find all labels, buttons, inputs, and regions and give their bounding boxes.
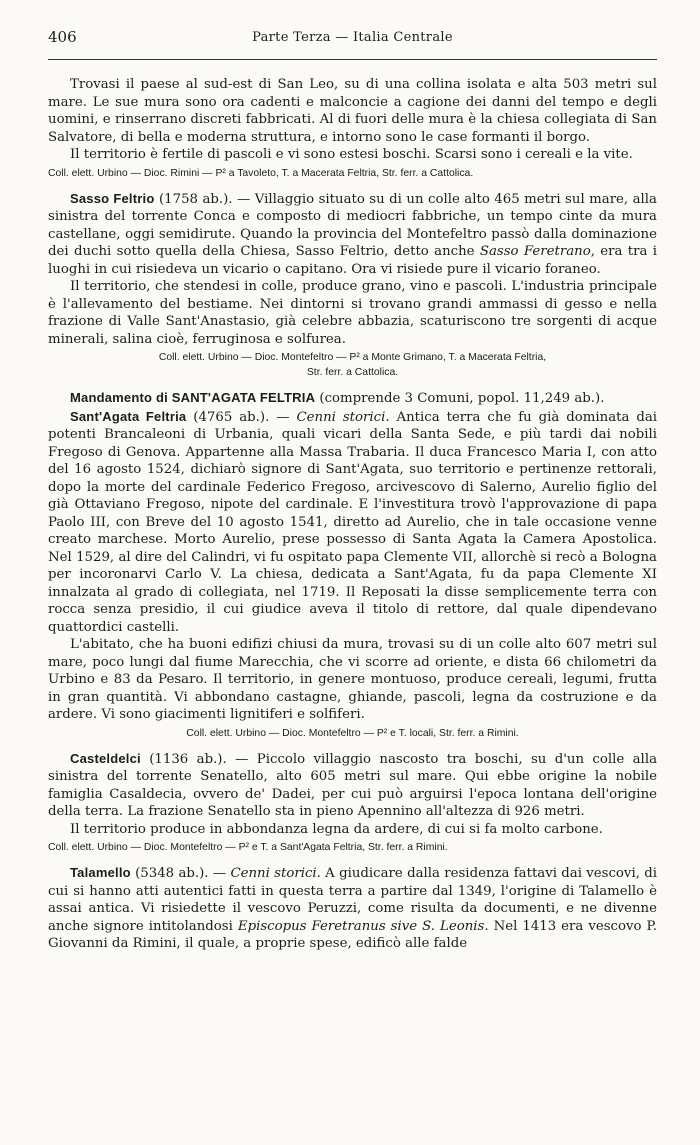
entry-heading: Sant'Agata Feltria bbox=[70, 408, 187, 424]
entry-text: (comprende 3 Comuni, popol. 11,249 ab.). bbox=[315, 391, 605, 406]
entry-heading: Casteldelci bbox=[70, 750, 141, 766]
entry-italic: Episcopus Feretranus sive S. Leonis. bbox=[237, 918, 489, 934]
paragraph: Il territorio produce in abbondanza legna da ardere, di cui si fa molto carbone. bbox=[70, 821, 603, 837]
entry-talamello bbox=[48, 864, 657, 953]
entry-text: (1136 ab.). — Piccolo villaggio nascosto tra boschi, su d'un colle alla sinistra del torrente Senatello, alto 605 metri sul mare. Qui ebbe origine la nobile famiglia Casaldecia, ovvero de' Dadei, per cui può arguirsi l'epoca lontana dell'origine della terra. La frazione Senatello sta in pieno Apennino all'altezza di 926 metri. bbox=[48, 751, 657, 819]
reference-note: Coll. elett. Urbino — Dioc. Montefeltro — P² e T. locali, Str. ferr. a Rimini. bbox=[186, 727, 519, 739]
reference-note: Coll. elett. Urbino — Dioc. Montefeltro — P² e T. a Sant'Agata Feltria, Str. ferr. a Rimini. bbox=[48, 842, 448, 853]
mandamento-heading bbox=[48, 389, 657, 408]
entry-heading: Talamello bbox=[70, 865, 131, 880]
paragraph: Il territorio è fertile di pascoli e vi sono estesi boschi. Scarsi sono i cereali e la vite. bbox=[70, 147, 633, 162]
entry-text: Nel 1413 era vescovo P. Giovanni da Rimini, il quale, a proprie spese, edificò alle falde bbox=[48, 918, 657, 951]
page-body bbox=[48, 76, 657, 953]
entry-italic: Cenni storici. bbox=[296, 409, 390, 425]
entry-casteldelci bbox=[48, 750, 657, 821]
paragraph: Il territorio, che stendesi in colle, produce grano, vino e pascoli. L'industria principale è l'allevamento del bestiame. Nei dintorni si trovano grandi ammassi di gesso e nella frazione di Valle Sant'Anastasio, già celebre abbazia, scaturiscono tre sorgenti di acque minerali, salina cioè, ferruginosa e solfurea. bbox=[48, 279, 657, 347]
entry-text: A giudicare dalla residenza fattavi dai vescovi, di cui si hanno atti autentici fatti in questa terra a partire dal 1349, l'origine di Talamello è assai antica. Vi risiedette il vescovo Peruzzi, come risulta da documenti, e ne divenne anche signore intitolandosi bbox=[48, 866, 657, 934]
entry-heading: Sasso Feltrio bbox=[70, 190, 155, 206]
paragraph: Trovasi il paese al sud-est di San Leo, su di una collina isolata e alta 503 metri sul mare. Le sue mura sono ora cadenti e malconcie a cagione dei danni del tempo e degli uomini, e rinserrano discreti fabbricati. Al di fuori delle mura è la chiesa collegiata di San Salvatore, di bella e moderna struttura, e intorno sono le case formanti il borgo. bbox=[48, 77, 657, 145]
running-title: Parte Terza — Italia Centrale bbox=[252, 30, 453, 45]
paragraph: L'abitato, che ha buoni edifizi chiusi da mura, trovasi su di un colle alto 607 metri sul mare, poco lungi dal fiume Marecchia, che vi scorre ad oriente, e dista 66 chilometri da Urbino e 83 da Pesaro. Il territorio, in genere montuoso, produce cereali, legumi, frutta in gran quantità. Vi abbondano castagne, ghiande, pascoli, legna da costruzione e da ardere. Vi sono giacimenti lignitiferi e solfiferi. bbox=[48, 637, 657, 722]
page-number: 406 bbox=[48, 28, 77, 46]
reference-note: Coll. elett. Urbino — Dioc. Rimini — P² a Tavoleto, T. a Macerata Feltria, Str. ferr. a Cattolica. bbox=[48, 167, 474, 179]
entry-italic: Cenni storici. bbox=[230, 866, 321, 881]
page-header bbox=[48, 28, 657, 58]
reference-note: Str. ferr. a Cattolica. bbox=[306, 367, 399, 378]
entry-text: Antica terra che fu già dominata dai potenti Brancaleoni di Urbania, quali vicari della Santa Sede, e più tardi dai nobili Fregoso di Genova. Appartenne alla Massa Trabaria. Il duca Francesco Maria I, con atto del 16 agosto 1524, dichiarò signore di Sant'Agata, suo territorio e pertinenze rettorali, dopo la morte del cardinale Federico Fregoso, arcivescovo di Salerno, Aurelio figlio del già Ottaviano Fregoso, nipote del cardinale. E l'investitura trovò l'approvazione di papa Paolo III, con Breve del 10 agosto 1541, diretto ad Aurelio, che in tale occasione venne creato marchese. Morto Aurelio, prese possesso di Santa Agata la Camera Apostolica. Nel 1529, al dire del Calindri, vi fu ospitato papa Clemente VII, allorchè si recò a Bologna per incoronarvi Carlo V. La chiesa, dedicata a Sant'Agata, fu da papa Clemente XI innalzata al grado di collegiata, nel 1719. Il Reposati la disse semplicemente terra con rocca senza presidio, il cui giudice aveva il titolo di rettore, dal quale dipendevano quattordici castelli. bbox=[48, 409, 658, 635]
entry-text: (5348 ab.). — bbox=[130, 866, 231, 881]
entry-text: (1758 ab.). — Villaggio situato su di un colle alto 465 metri sul mare, alla sinistra del torrente Conca e composto di mediocri fabbriche, un tempo cinte da mura castellane, oggi semidirute. Quando la provincia del Montefeltro passò dalla dominazione dei duchi sotto quella della Chiesa, Sasso Feltrio, detto anche bbox=[48, 191, 657, 259]
entry-text: (4765 ab.). — bbox=[186, 409, 297, 425]
reference-note: Coll. elett. Urbino — Dioc. Montefeltro — P² a Monte Grimano, T. a Macerata Feltria, bbox=[158, 352, 547, 363]
entry-italic: Sasso Feretrano bbox=[479, 244, 591, 259]
entry-sasso-feltrio bbox=[48, 190, 657, 279]
header-rule bbox=[48, 59, 657, 60]
entry-heading: Mandamento di SANT'AGATA FELTRIA bbox=[70, 390, 316, 405]
entry-santagata-feltria bbox=[48, 408, 657, 637]
entry-text: , era tra i luoghi in cui risiedeva un vicario o capitano. Ora vi risiede pure il vicario foraneo. bbox=[48, 244, 657, 277]
